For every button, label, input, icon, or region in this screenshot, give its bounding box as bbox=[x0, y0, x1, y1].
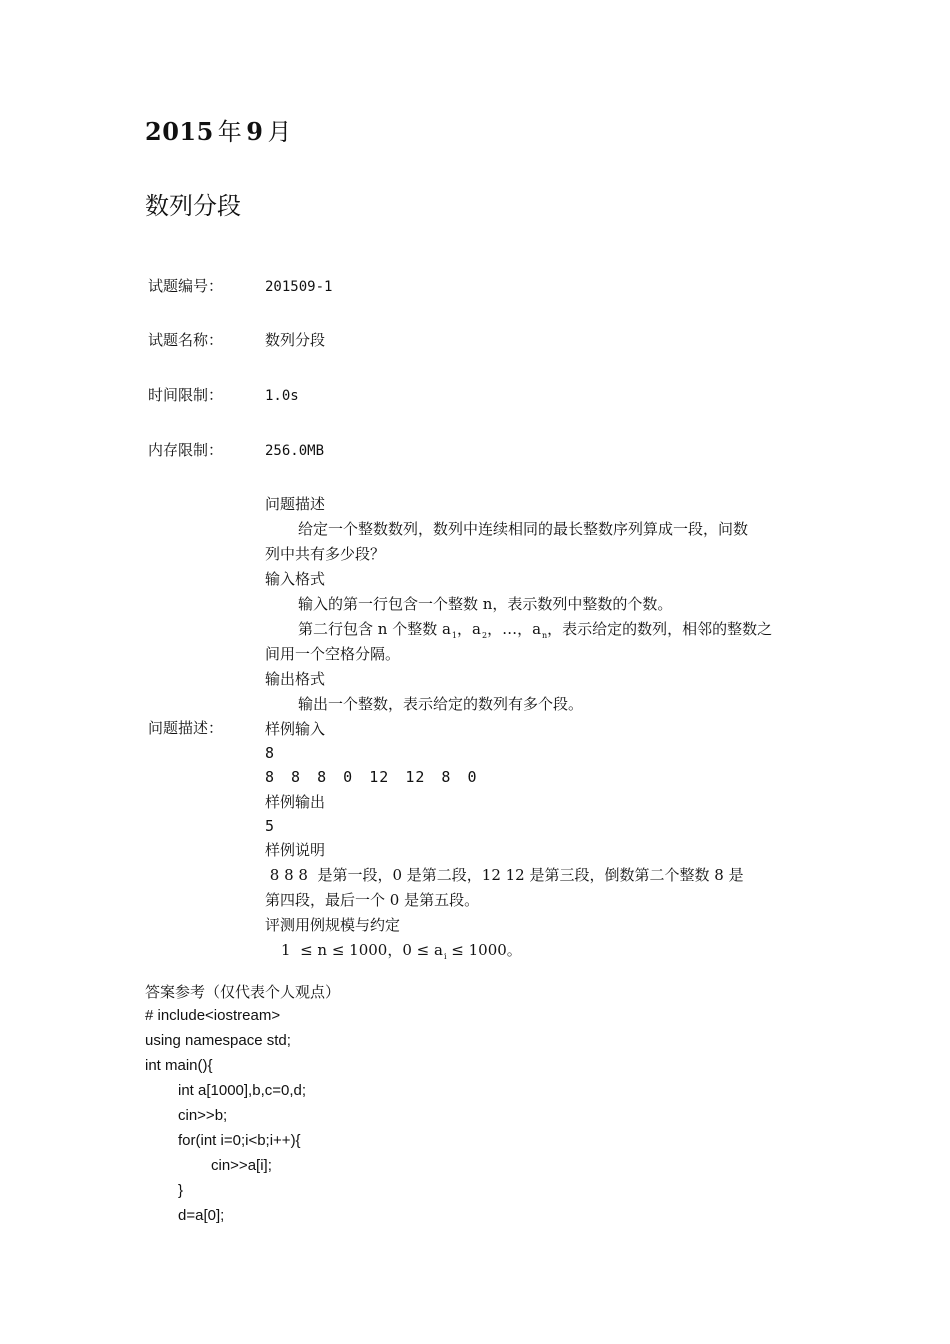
constraints-a: 1 ≤ n ≤ 1000，0 ≤ a bbox=[281, 941, 443, 959]
problem-description bbox=[265, 492, 810, 963]
code-line: int main(){ bbox=[145, 1057, 213, 1074]
input-text-2 bbox=[265, 617, 810, 642]
meta-id-label: 试题编号： bbox=[148, 277, 224, 295]
answer-title: 答案参考（仅代表个人观点） bbox=[145, 983, 341, 1001]
sample-explain-heading: 样例说明 bbox=[265, 841, 326, 859]
code-block bbox=[145, 1003, 306, 1228]
constraints-text bbox=[265, 938, 810, 963]
output-heading: 输出格式 bbox=[265, 670, 326, 688]
meta-desc-label: 问题描述： bbox=[148, 719, 224, 737]
input-sub-n: n bbox=[542, 631, 548, 640]
constraints-b: ≤ 1000。 bbox=[446, 941, 522, 959]
input-text-3: 间用一个空格分隔。 bbox=[265, 645, 401, 663]
input-heading: 输入格式 bbox=[265, 570, 326, 588]
sample-explain-2: 第四段，最后一个 0 是第五段。 bbox=[265, 891, 480, 909]
meta-mem-label: 内存限制： bbox=[148, 441, 224, 459]
input-text-2a: 第二行包含 n 个整数 a bbox=[298, 620, 451, 638]
sample-output-heading: 样例输出 bbox=[265, 793, 326, 811]
meta-row-time bbox=[148, 385, 299, 406]
meta-name-label: 试题名称： bbox=[148, 331, 224, 349]
meta-mem-value: 256.0MB bbox=[265, 443, 325, 459]
code-line: cin>>a[i]; bbox=[211, 1157, 272, 1174]
problem-text-1: 给定一个整数数列，数列中连续相同的最长整数序列算成一段，问数 bbox=[298, 520, 749, 538]
meta-name-value: 数列分段 bbox=[265, 331, 326, 349]
input-text-1: 输入的第一行包含一个整数 n，表示数列中整数的个数。 bbox=[298, 595, 673, 613]
input-text-2d: ，表示给定的数列，相邻的整数之 bbox=[547, 620, 773, 638]
code-line: # include<iostream> bbox=[145, 1007, 281, 1024]
code-line: cin>>b; bbox=[178, 1107, 228, 1124]
meta-row-id bbox=[148, 276, 332, 297]
meta-row-name bbox=[148, 330, 325, 350]
sample-input-line-2: 8 8 8 0 12 12 8 0 bbox=[265, 768, 478, 786]
date-year: 2015 bbox=[145, 117, 214, 146]
sample-input-heading: 样例输入 bbox=[265, 720, 326, 738]
output-text: 输出一个整数，表示给定的数列有多个段。 bbox=[298, 695, 584, 713]
meta-id-value: 201509-1 bbox=[265, 279, 333, 295]
problem-text-2: 列中共有多少段？ bbox=[265, 545, 386, 563]
date-month-char: 月 bbox=[267, 118, 292, 146]
input-text-2b: ，a bbox=[457, 620, 481, 638]
sample-output-line: 5 bbox=[265, 817, 276, 835]
code-line: d=a[0]; bbox=[178, 1207, 225, 1224]
code-line: using namespace std; bbox=[145, 1032, 291, 1049]
code-line: int a[1000],b,c=0,d; bbox=[178, 1082, 307, 1099]
constraints-sub: i bbox=[443, 952, 447, 961]
date-heading bbox=[145, 112, 296, 147]
date-month: 9 bbox=[246, 117, 264, 146]
sample-explain-1: 8 8 8 是第一段，0 是第二段，12 12 是第三段，倒数第二个整数 8 是 bbox=[265, 866, 744, 884]
input-sub-1: 1 bbox=[451, 631, 458, 640]
problem-heading: 问题描述 bbox=[265, 495, 326, 513]
problem-title: 数列分段 bbox=[145, 192, 241, 220]
constraints-heading: 评测用例规模与约定 bbox=[265, 916, 401, 934]
code-line: } bbox=[178, 1182, 184, 1199]
sample-input-line-1: 8 bbox=[265, 744, 276, 762]
meta-row-memory bbox=[148, 440, 324, 461]
code-line: for(int i=0;i<b;i++){ bbox=[178, 1132, 301, 1149]
input-sub-2: 2 bbox=[481, 631, 488, 640]
input-text-2c: ，…，a bbox=[487, 620, 542, 638]
meta-time-label: 时间限制： bbox=[148, 386, 224, 404]
date-year-char: 年 bbox=[217, 118, 243, 146]
meta-time-value: 1.0s bbox=[265, 388, 299, 404]
